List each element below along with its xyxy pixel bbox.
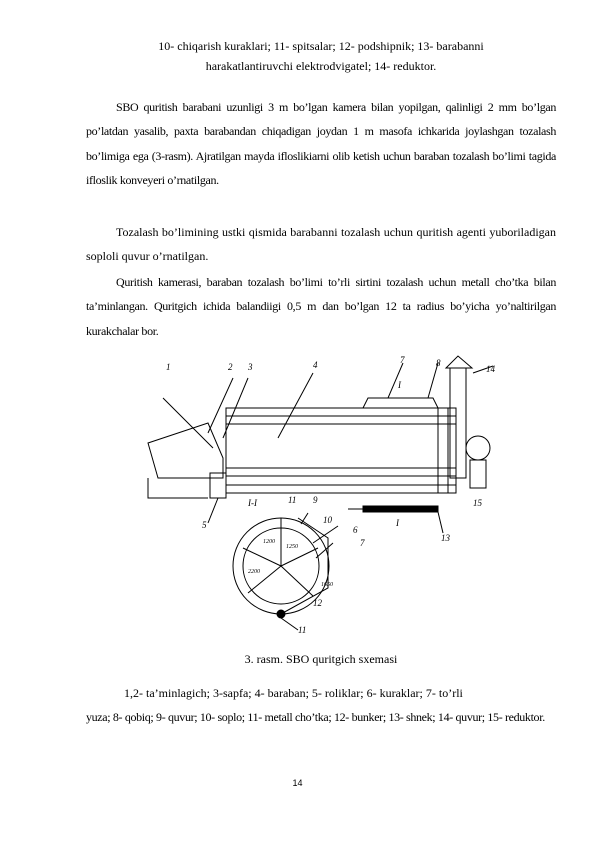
paragraph-2: Tozalash bo’limining ustki qismida barabanni tozalash uchun quritish agenti yuboriladigan soploli quvur o’rnatilgan. bbox=[86, 225, 556, 264]
fig-label-section: I-I bbox=[248, 498, 257, 508]
figure-caption: 3. rasm. SBO quritgich sxemasi bbox=[244, 652, 398, 666]
fig-label-12: 12 bbox=[313, 598, 322, 608]
fig-label-8: 8 bbox=[436, 358, 441, 368]
fig-label-7: 7 bbox=[400, 355, 405, 365]
fig-label-2: 2 bbox=[228, 362, 233, 372]
fig-label-9: 9 bbox=[313, 495, 318, 505]
fig-label-7b: 7 bbox=[360, 538, 365, 548]
fig-label-1: 1 bbox=[166, 362, 171, 372]
fig-label-I-top: I bbox=[398, 380, 401, 390]
feeder-base bbox=[148, 478, 208, 498]
roller-5 bbox=[210, 473, 226, 498]
dryer-scheme-figure bbox=[138, 348, 503, 638]
paragraph-1: SBO quritish barabani uzunligi 3 m bo’lgan kamera bilan yopilgan, qalinligi 2 mm bo’lgan po’latdan yasalib, paxta barabandan chiqadigan joydan 1 m masofa ichkarida joylashgan tozalash bo’limiga ega (3-rasm). Ajratilgan mayda ifloslikiarni olib ketish uchun baraban tozalash bo’limi tagida ifloslik konveyeri o’rnatilgan. bbox=[86, 100, 556, 187]
leader-4 bbox=[278, 373, 313, 438]
dim-1650: 1650 bbox=[321, 582, 333, 588]
leader-2 bbox=[208, 378, 233, 433]
fig-label-6: 6 bbox=[353, 525, 358, 535]
dim-2200: 2200 bbox=[248, 569, 260, 575]
leader-11b bbox=[281, 618, 298, 630]
fig-label-10: 10 bbox=[323, 515, 332, 525]
drum-shell bbox=[226, 408, 456, 493]
leader-1 bbox=[163, 398, 213, 448]
fig-label-I-bottom: I bbox=[396, 518, 399, 528]
dim-1200: 1200 bbox=[263, 539, 275, 545]
fig-label-13: 13 bbox=[441, 533, 450, 543]
reducer bbox=[466, 436, 490, 460]
dim-1250: 1250 bbox=[286, 544, 298, 550]
screw-conveyor bbox=[363, 506, 438, 512]
casing-top bbox=[363, 398, 438, 408]
fig-label-14: 14 bbox=[486, 364, 495, 374]
fig-label-5: 5 bbox=[202, 520, 207, 530]
figure-legend: 1,2- ta’minlagich; 3-sapfa; 4- baraban; 5- roliklar; 6- kuraklar; 7- to’rli yuza; 8- qobiq; 9- quvur; 10- soplo; 11- metall cho’tka; 12- bunker; 13- shnek; 14- quvur; 15- reduktor. bbox=[86, 686, 545, 725]
page-number: 14 bbox=[292, 778, 303, 788]
pipe-14 bbox=[450, 368, 466, 478]
paragraph-3: Quritish kamerasi, baraban tozalash bo’limi to’rli sirtini tozalash uchun metall cho’tka bilan ta’minlangan. Quritgich ichida balandiigi 0,5 m dan bo’lgan 12 ta radius bo’yicha yo’naltirilgan kurakchalar bor. bbox=[86, 275, 556, 338]
leader-8 bbox=[428, 363, 438, 398]
fig-label-15: 15 bbox=[473, 498, 482, 508]
feeder-outline bbox=[148, 423, 223, 478]
fig-label-11: 11 bbox=[288, 495, 297, 505]
fig-label-4: 4 bbox=[313, 360, 318, 370]
fig-label-3: 3 bbox=[248, 362, 253, 372]
fig-label-11b: 11 bbox=[298, 625, 307, 635]
top-caption-line-1: 10- chiqarish kuraklari; 11- spitsalar; 12- podshipnik; 13- barabanni bbox=[158, 39, 484, 53]
top-caption-line-2: harakatlantiruvchi elektrodvigatel; 14- reduktor. bbox=[205, 59, 437, 73]
